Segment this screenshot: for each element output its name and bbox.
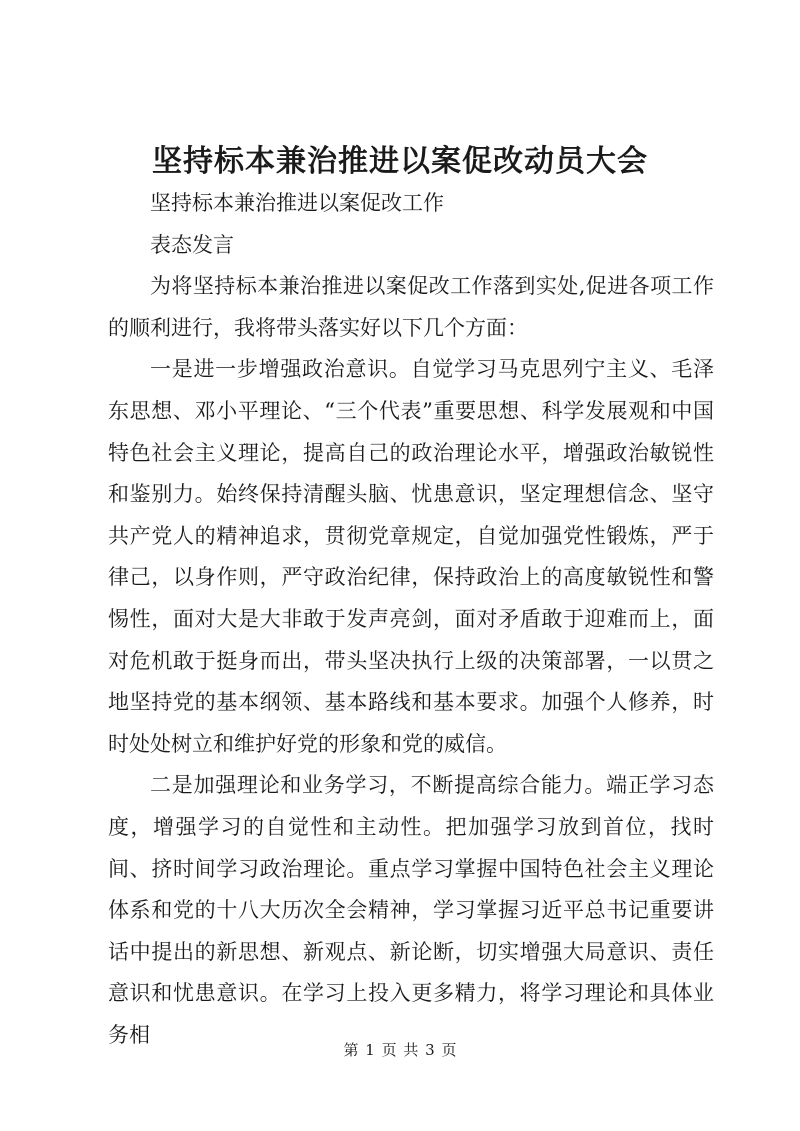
subtitle-line: 坚持标本兼治推进以案促改工作 <box>150 191 444 215</box>
subtitle-line: 表态发言 <box>150 232 234 257</box>
document-body <box>108 183 714 1056</box>
body-paragraph: 为将坚持标本兼治推进以案促改工作落到实处,促进各项工作的顺利进行，我将带头落实好以下几个方面： <box>108 274 714 340</box>
page-number-footer: 第 1 页 共 3 页 <box>343 1041 457 1059</box>
document-title: 坚持标本兼治推进以案促改动员大会 <box>152 144 648 179</box>
body-paragraph: 二是加强理论和业务学习，不断提高综合能力。端正学习态度，增强学习的自觉性和主动性。把加强学习放到首位，找时间、挤时间学习政治理论。重点学习掌握中国特色社会主义理论体系和党的十八大历次全会精神，学习掌握习近平总书记重要讲话中提出的新思想、新观点、新论断，切实增强大局意识、责任意识和忧患意识。在学习上投入更多精力，将学习理论和具体业务相 <box>108 773 714 1047</box>
body-paragraph: 一是进一步增强政治意识。自觉学习马克思列宁主义、毛泽东思想、邓小平理论、“三个代表”重要思想、科学发展观和中国特色社会主义理论，提高自己的政治理论水平，增强政治敏锐性和鉴别力。始终保持清醒头脑、忧患意识，坚定理想信念、坚守共产党人的精神追求，贯彻党章规定，自觉加强党性锻炼，严于律己，以身作则，严守政治纪律，保持政治上的高度敏锐性和警惕性，面对大是大非敢于发声亮剑，面对矛盾敢于迎难而上，面对危机敢于挺身而出，带头坚决执行上级的决策部署，一以贯之地坚持党的基本纲领、基本路线和基本要求。加强个人修养，时时处处树立和维护好党的形象和党的威信。 <box>108 357 714 756</box>
